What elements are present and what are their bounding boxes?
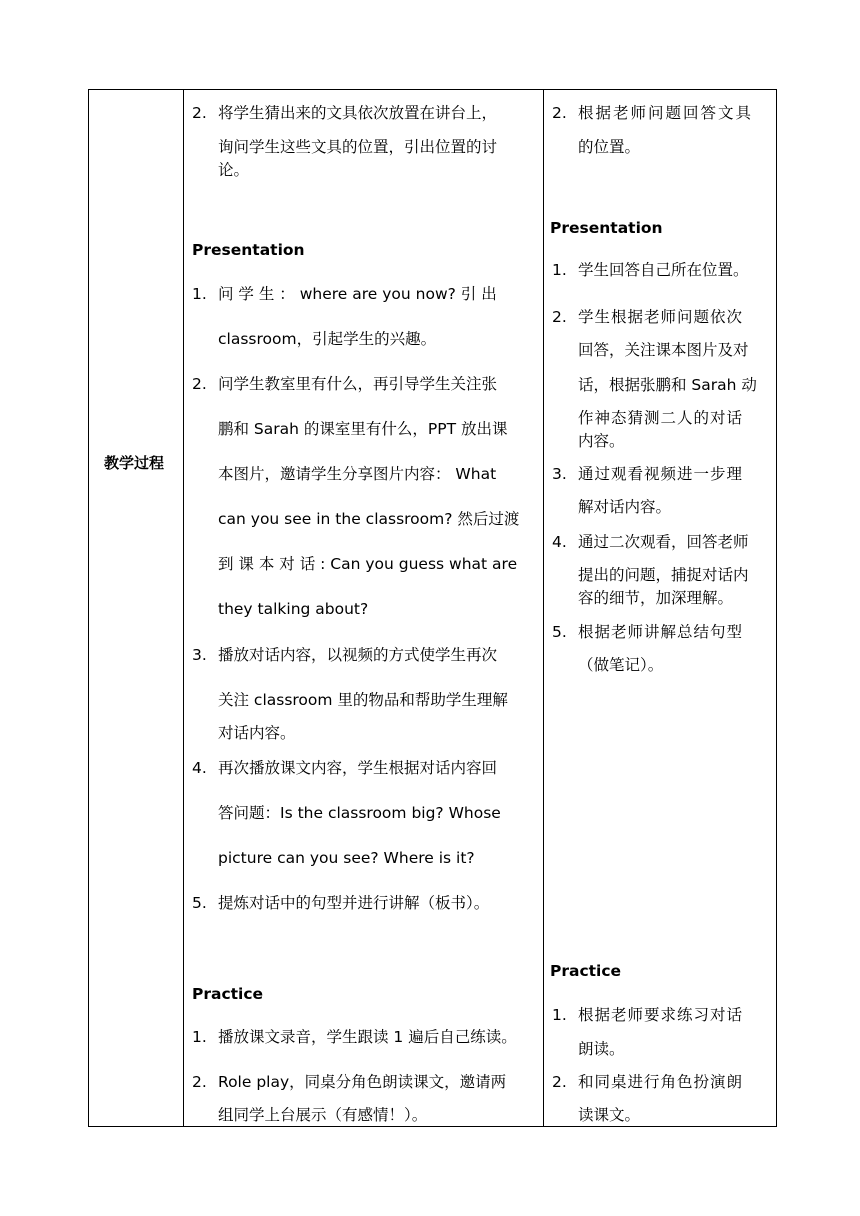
text-line: 解对话内容。 [578,498,672,516]
item-number: 3. [192,646,207,664]
table-bottom-border [88,1126,777,1127]
item-number: 2. [552,308,567,326]
presentation-heading: Presentation [192,241,305,259]
text-line: Role play，同桌分角色朗读课文，邀请两 [218,1073,507,1091]
text-line: 到 课 本 对 话 : Can you guess what are [218,555,518,573]
item-number: 5. [192,894,207,912]
practice-heading: Practice [192,985,264,1003]
item-number: 2. [552,104,567,122]
text-line: 本图片，邀请学生分享图片内容： What [218,465,497,483]
text-line: 答问题：Is the classroom big? Whose [218,804,501,822]
text-line: can you see in the classroom? 然后过渡 [218,510,520,528]
table-right-border [776,89,777,1127]
text-line: 论。 [218,161,250,179]
item-number: 1. [552,1006,567,1024]
item-number: 1. [552,261,567,279]
practice-heading: Practice [550,962,622,980]
text-line: 询问学生这些文具的位置，引出位置的讨 [218,138,498,156]
text-line: 根据老师问题回答文具 [578,104,754,122]
table-col-divider-2 [543,89,544,1127]
table-top-border [88,89,777,90]
text-line: 朗读。 [578,1040,625,1058]
text-line: 话，根据张鹏和 Sarah 动 [578,376,757,394]
table-left-border [88,89,89,1127]
text-line: 对话内容。 [218,724,296,742]
text-line: 组同学上台展示（有感情！）。 [218,1106,428,1124]
item-number: 4. [192,759,207,777]
row-label: 教学过程 [104,454,165,472]
text-line: 将学生猜出来的文具依次放置在讲台上， [218,104,498,122]
text-line: 学生根据老师问题依次 [578,308,744,326]
text-line: 关注 classroom 里的物品和帮助学生理解 [218,691,508,709]
text-line: （做笔记）。 [578,656,664,674]
text-line: 问 学 生 ： where are you now? 引 出 [218,285,497,303]
text-line: 根据老师要求练习对话 [578,1006,744,1024]
item-number: 3. [552,465,567,483]
presentation-heading: Presentation [550,219,663,237]
text-line: 容的细节，加深理解。 [578,589,734,607]
text-line: 内容。 [578,432,625,450]
text-line: 提出的问题，捕捉对话内 [578,566,749,584]
table-col-divider-1 [183,89,184,1127]
text-line: they talking about? [218,600,369,618]
text-line: 学生回答自己所在位置。 [578,261,749,279]
item-number: 2. [192,375,207,393]
text-line: 的位置。 [578,138,641,156]
text-line: 和同桌进行角色扮演朗 [578,1073,744,1091]
text-line: 回答，关注课本图片及对 [578,341,749,359]
item-number: 5. [552,623,567,641]
item-number: 2. [552,1073,567,1091]
text-line: 鹏和 Sarah 的课室里有什么，PPT 放出课 [218,420,508,438]
text-line: 播放对话内容，以视频的方式使学生再次 [218,646,498,664]
text-line: 通过二次观看，回答老师 [578,533,749,551]
item-number: 2. [192,104,207,122]
item-number: 4. [552,533,567,551]
item-number: 1. [192,1028,207,1046]
text-line: 问学生教室里有什么，再引导学生关注张 [218,375,498,393]
text-line: classroom，引起学生的兴趣。 [218,330,437,348]
item-number: 2. [192,1073,207,1091]
text-line: 作神态猜测二人的对话 [578,409,744,427]
text-line: 读课文。 [578,1106,641,1124]
item-number: 1. [192,285,207,303]
text-line: 通过观看视频进一步理 [578,465,744,483]
text-line: 提炼对话中的句型并进行讲解（板书）。 [218,894,490,912]
text-line: 根据老师讲解总结句型 [578,623,744,641]
text-line: 再次播放课文内容，学生根据对话内容回 [218,759,498,777]
text-line: picture can you see? Where is it? [218,849,475,867]
text-line: 播放课文录音，学生跟读 1 遍后自己练读。 [218,1028,517,1046]
